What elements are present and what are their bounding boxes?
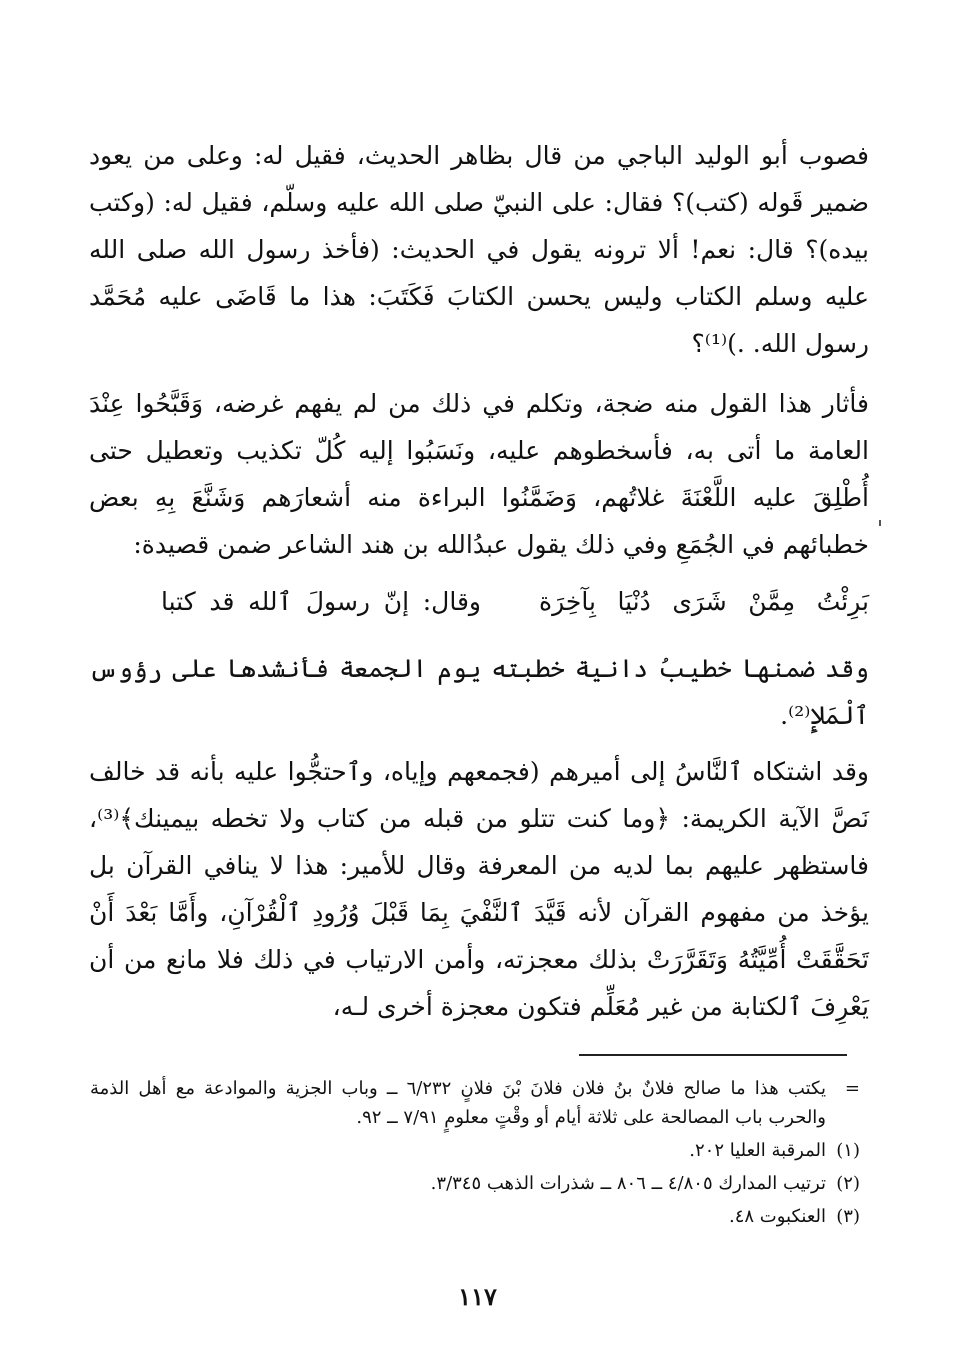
footnote-2-text: ترتيب المدارك ٤/٨٠٥ ــ ٨٠٦ ــ شذرات الذهب ٣/٣٤٥.: [430, 1173, 826, 1194]
verse-first-hemistich: بَرِئْتُ مِمَّنْ شَرَى دُنْيَا بِآخِرَة: [539, 587, 869, 616]
footnote-2: [90, 1169, 860, 1198]
paragraph-3: وقد ضمنها خطيبُ دانية خطبته يوم الجمعة فأنشدها على رؤوس ٱلْمَلإِ⁽²⁾.: [89, 654, 869, 730]
margin-mark: [879, 520, 881, 526]
footnote-3-mark: (٣): [836, 1206, 860, 1227]
verse-second-hemistich: وقال: إنّ رسولَ ٱلله قد كتبا: [161, 587, 481, 616]
footnote-separator: [579, 1054, 847, 1056]
footnote-3: [90, 1202, 860, 1231]
footnote-1-mark: (١): [836, 1140, 860, 1161]
footnote-1: [90, 1136, 860, 1165]
footnotes: [90, 1074, 860, 1231]
poetry-verse: [89, 582, 869, 622]
paragraph-1: فصوب أبو الوليد الباجي من قال بظاهر الحديث، فقيل له: وعلى من يعود ضمير قَوله (كتب)؟ فقال: على النبيّ صلى الله عليه وسلّم، فقيل له: (وكتب بيده)؟ قال: نعم! ألا ترونه يقول في الحديث: (فأخذ رسول الله صلى الله عليه وسلم الكتاب وليس يحسن الكتابَ فَكَتَبَ: هذا ما قَاضَى عليه مُحَمَّد رسول الله. .)⁽¹⁾؟: [89, 141, 869, 358]
paragraph-2: فأثار هذا القول منه ضجة، وتكلم في ذلك من لم يفهم غرضه، وَقَبَّحُوا عِنْدَ العامة ما أتى به، فأسخطوهم عليه، ونَسَبُوا إليه كُلّ تكذيب وتعطيل حتى أُطْلِقَ عليه اللَّعْنَةَ غلاتُهم، وَضَمَّنُوا البراءة منه أشعارَهم وَشَنَّعَ بِهِ بعض خطبائهم في الجُمَعِ وفي ذلك يقول عبدُالله بن هند الشاعر ضمن قصيدة:: [89, 389, 869, 559]
footnote-2-mark: (٢): [836, 1173, 860, 1194]
footnote-3-text: العنكبوت ٤٨.: [728, 1206, 826, 1227]
footnote-continuation-mark: =: [844, 1078, 860, 1099]
footnote-1-text: المرقبة العليا ٢٠٢.: [689, 1140, 826, 1161]
footnote-continuation-text: يكتب هذا ما صالح فلانٌ بنُ فلان فلانَ بْنَ فلانٍ ٦/٢٣٢ ــ وباب الجزية والموادعة مع أهل الذمة والحرب باب المصالحة على ثلاثة أيام أو وقْتٍ معلومٍ ٧/٩١ ــ ٩٢.: [90, 1078, 826, 1128]
paragraph-4: وقد اشتكاه ٱلنَّاسُ إلى أميرهم (فجمعهم وإياه، وٱحتجُّوا عليه بأنه قد خالف نَصَّ الآية الكريمة: ﴿وما كنت تتلو من قبله من كتاب ولا تخطه بيمينك﴾⁽³⁾، فاستظهر عليهم بما لديه من المعرفة وقال للأمير: هذا لا ينافي القرآن بل يؤخذ من مفهوم القرآن لأنه قَيَّدَ ٱلنَّفْيَ بِمَا قَبْلَ وُرُودِ ٱلْقُرْآنِ، وأَمَّا بَعْدَ أَنْ تَحَقَّقَتْ أُمِّيَّتُهُ وَتَقَرَّرَتْ بذلك معجزته، وأمن الارتياب في ذلك فلا مانع من أن يَعْرِفَ ٱلكتابة من غير مُعَلِّم فتكون معجزة أخرى لـه،: [89, 757, 869, 1021]
page-number: ١١٧: [458, 1282, 497, 1311]
footnote-continuation: [90, 1074, 860, 1132]
